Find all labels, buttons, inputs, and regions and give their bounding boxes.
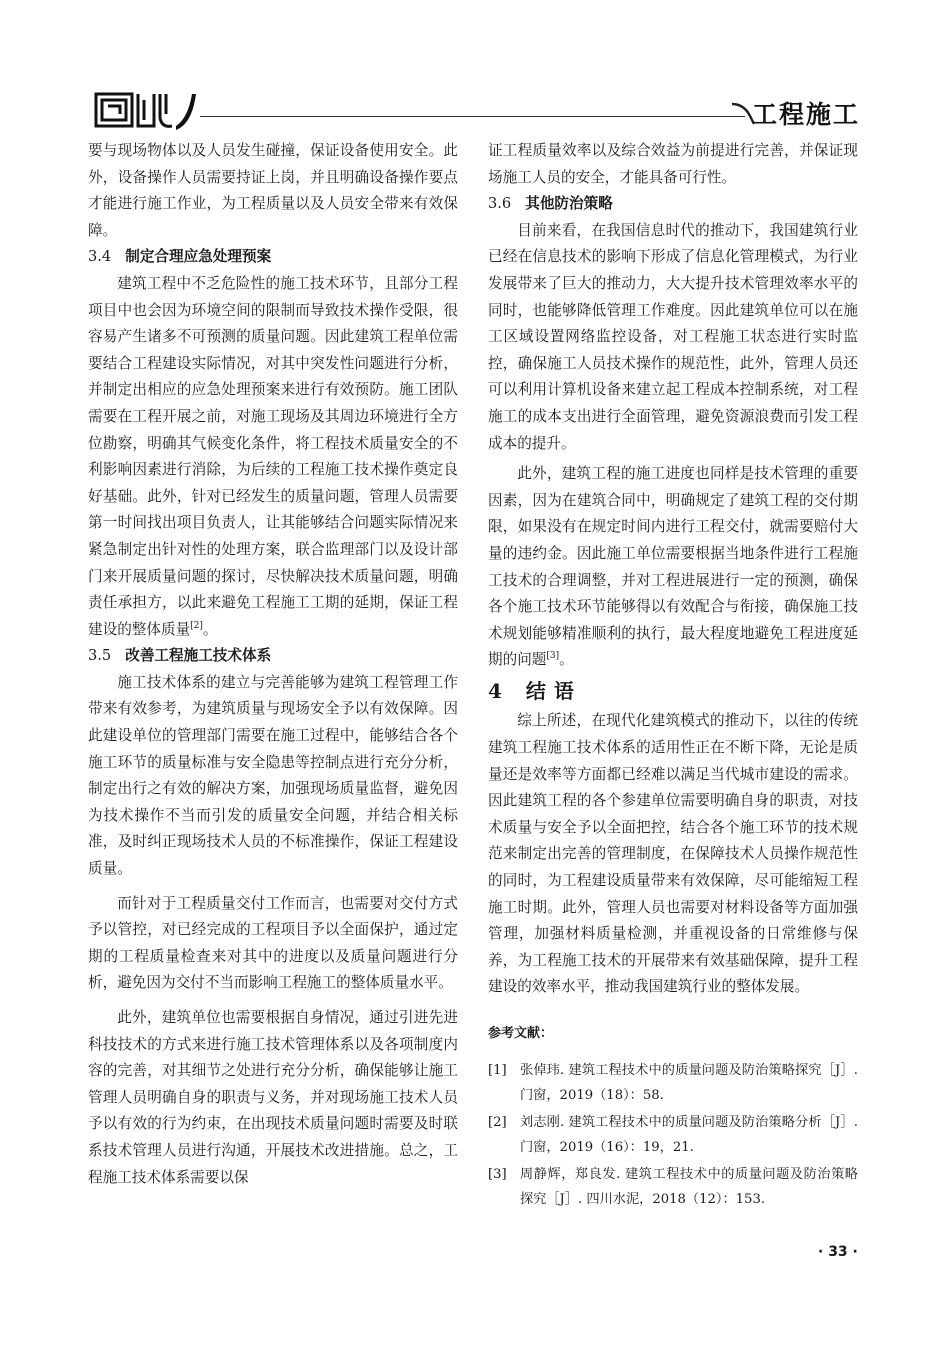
reference-text: 周静辉，郑良发. 建筑工程技术中的质量问题及防治策略探究［J］. 四川水泥，2018（12）：153.	[520, 1166, 858, 1207]
journal-logo	[92, 88, 197, 132]
reference-number: [1]	[488, 1062, 507, 1078]
citation-ref: [3]	[546, 651, 560, 662]
heading-text: 结语	[525, 678, 582, 703]
reference-text: 张倬玮. 建筑工程技术中的质量问题及防治策略探究［J］. 门窗，2019（18）：58.	[520, 1062, 858, 1103]
header-rule	[200, 116, 745, 117]
heading-text: 改善工程施工技术体系	[125, 647, 272, 665]
reference-item	[488, 1162, 858, 1212]
heading-text: 制定合理应急处理预案	[125, 248, 272, 266]
right-column	[488, 138, 858, 1214]
paragraph-text: 建筑工程中不乏危险性的施工技术环节，且部分工程项目中也会因为环境空间的限制而导致技术操作受限，很容易产生诸多不可预测的质量问题。因此建筑工程单位需要结合工程建设实际情况，对其中突发性问题进行分析，并制定出相应的应急处理预案来进行有效预防。施工团队需要在工程开展之前，对施工现场及其周边环境进行全方位勘察，明确其气候变化条件，将工程技术质量安全的不利影响因素进行消除，为后续的工程施工技术操作奠定良好基础。此外，针对已经发生的质量问题，管理人员需要第一时间找出项目负责人，让其能够结合问题实际情况来紧急制定出针对性的处理方案，联合监理部门以及设计部门来开展质量问题的探讨，尽快解决技术质量问题，明确责任承担方，以此来避免工程施工工期的延期，保证工程建设的整体质量	[88, 274, 458, 638]
subsection-heading-3-6	[488, 191, 858, 218]
references-title: 参考文献：	[488, 1026, 554, 1041]
section-heading-4	[488, 678, 858, 705]
reference-number: [3]	[488, 1166, 507, 1182]
section-title: 工程施工	[752, 100, 861, 129]
paragraph: 而针对于工程质量交付工作而言，也需要对交付方式予以管控，对已经完成的工程项目予以全面保护，通过定期的工程质量检查来对其中的进度以及质量问题进行分析，避免因为交付不当而影响工程施工的整体质量水平。	[88, 894, 458, 992]
page-header	[0, 0, 950, 140]
paragraph: 此外，建筑单位也需要根据自身情况，通过引进先进科技技术的方式来进行施工技术管理体系以及各项制度内容的完善，对其细节之处进行充分分析，确保能够让施工管理人员明确自身的职责与义务，并对现场施工技术人员予以有效的行为约束，在出现技术质量问题时需要及时联系技术管理人员进行沟通，开展技术改进措施。总之，工程施工技术体系需要以保	[88, 1009, 458, 1186]
citation-ref: [2]	[190, 620, 203, 631]
heading-text: 其他防治策略	[525, 195, 613, 213]
paragraph-end: 。	[202, 620, 218, 638]
reference-number: [2]	[488, 1114, 507, 1130]
paragraph: 要与现场物体以及人员发生碰撞，保证设备使用安全。此外，设备操作人员需要持证上岗，并且明确设备操作要点才能进行施工作业，为工程质量以及人员安全带来有效保障。	[88, 142, 458, 239]
paragraph	[88, 271, 458, 643]
heading-number: 3.4	[88, 248, 112, 266]
paragraph: 目前来看，在我国信息时代的推动下，我国建筑行业已经在信息技术的影响下形成了信息化管理模式，为行业发展带来了巨大的推动力，大大提升技术管理效率水平的同时，也能够降低管理工作难度。因此建筑单位可以在施工区域设置网络监控设备，对工程施工状态进行实时监控，确保施工人员技术操作的规范性，此外，管理人员还可以利用计算机设备来建立起工程成本控制系统，对工程施工的成本支出进行全面管理，避免资源浪费而引发工程成本的提升。	[488, 221, 858, 452]
paragraph: 施工技术体系的建立与完善能够为建筑工程管理工作带来有效参考，为建筑质量与现场安全予以有效保障。因此建设单位的管理部门需要在施工过程中，能够结合各个施工环节的质量标准与安全隐患等控制点进行充分分析，制定出行之有效的解决方案，加强现场质量监督，避免因为技术操作不当而引发的质量安全问题，并结合相关标准，及时纠正现场技术人员的不标准操作，保证工程建设质量。	[88, 673, 458, 878]
page-number: · 33 ·	[818, 1244, 858, 1260]
heading-number: 4	[488, 678, 510, 703]
paragraph: 证工程质量效率以及综合效益为前提进行完善，并保证现场施工人员的安全，才能具备可行性。	[488, 142, 858, 186]
heading-number: 3.5	[88, 647, 112, 665]
reference-item	[488, 1058, 858, 1108]
paragraph: 综上所述，在现代化建筑模式的推动下，以往的传统建筑工程施工技术体系的适用性正在不断下降，无论是质量还是效率等方面都已经难以满足当代城市建设的需求。因此建筑工程的各个参建单位需要明确自身的职责，对技术质量与安全予以全面把控，结合各个施工环节的技术规范来制定出完善的管理制度，在保障技术人员操作规范性的同时，为工程建设质量带来有效保障，尽可能缩短工程施工时期。此外，管理人员也需要对材料设备等方面加强管理，加强材料质量检测，并重视设备的日常维修与保养，为工程施工技术的开展带来有效基础保障，提升工程建设的效率水平，推动我国建筑行业的整体发展。	[488, 712, 858, 996]
paragraph	[488, 461, 858, 674]
subsection-heading-3-5	[88, 643, 458, 670]
reference-text: 刘志刚. 建筑工程技术中的质量问题及防治策略分析［J］. 门窗，2019（16）：19，21.	[520, 1114, 858, 1155]
references-list	[488, 1058, 858, 1212]
paragraph-text: 此外，建筑工程的施工进度也同样是技术管理的重要因素，因为在建筑合同中，明确规定了建筑工程的交付期限，如果没有在规定时间内进行工程交付，就需要赔付大量的违约金。因此施工单位需要根据当地条件进行工程施工技术的合理调整，并对工程进展进行一定的预测，确保各个施工技术环节能够得以有效配合与衔接，确保施工技术规划能够精准顺利的执行，最大程度地避免工程进度延期的问题	[488, 465, 858, 669]
left-column	[88, 138, 458, 1191]
heading-number: 3.6	[488, 195, 512, 213]
subsection-heading-3-4	[88, 244, 458, 271]
reference-item	[488, 1110, 858, 1160]
paragraph-end: 。	[559, 651, 574, 669]
